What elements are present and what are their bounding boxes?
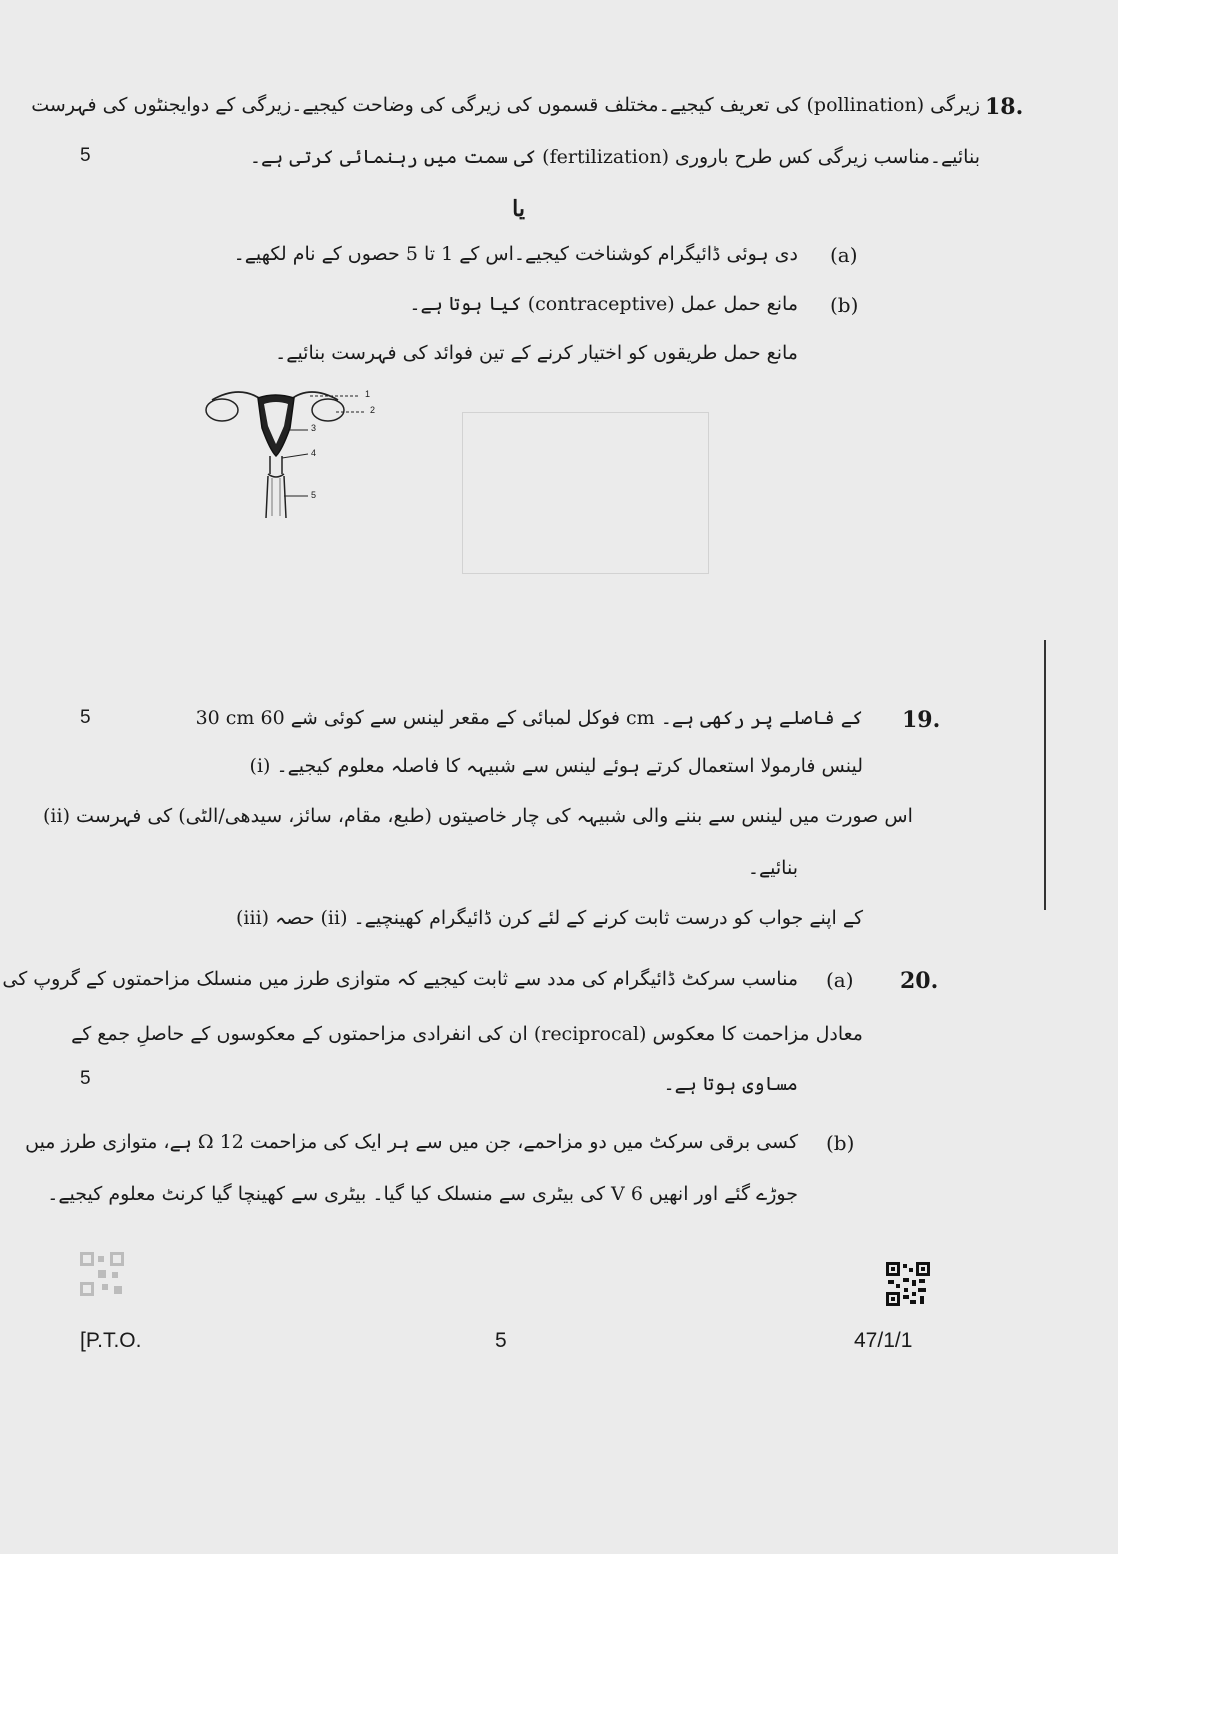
option-label: (b) bbox=[830, 293, 859, 317]
faint-qr-code-icon bbox=[80, 1252, 124, 1296]
marks: 5 bbox=[80, 145, 91, 166]
question-text: زیرگی (pollination) کی تعریف کیجیے۔مختلف قسموں کی زیرگی کی وضاحت کیجیے۔زیرگی کے دوایجنٹوں کی فہرست bbox=[31, 94, 980, 116]
question-number: 20. bbox=[900, 968, 939, 994]
option-text: مانع حمل طریقوں کو اختیار کرنے کے تین فوائد کی فہرست بنائیے۔ bbox=[275, 342, 798, 364]
option-label: (a) bbox=[830, 243, 858, 267]
question-text: بنائیے۔مناسب زیرگی کس طرح باروری (fertilization) کی سمت میں رہنمائی کرتی ہے۔ bbox=[249, 146, 980, 168]
sub-question: (i) لینس فارمولا استعمال کرتے ہوئے لینس سے شبیہہ کا فاصلہ معلوم کیجیے۔ bbox=[249, 755, 863, 777]
option-text: مساوی ہوتا ہے۔ bbox=[663, 1073, 798, 1095]
question-text: 30 cm فوکل لمبائی کے مقعر لینس سے کوئی شے 60 cm کے فاصلے پر رکھی ہے۔ bbox=[195, 707, 863, 729]
diagram-label: 3 bbox=[311, 423, 317, 433]
option-text: مناسب سرکٹ ڈائیگرام کی مدد سے ثابت کیجیے کہ متوازی طرز میں منسلک مزاحمتوں کے گروپ کی bbox=[2, 968, 798, 990]
marks: 5 bbox=[80, 707, 91, 728]
pto-label: [P.T.O. bbox=[80, 1329, 142, 1352]
uterus-diagram bbox=[200, 378, 400, 528]
option-text: معادل مزاحمت کا معکوس (reciprocal) ان کی انفرادی مزاحمتوں کے معکوسوں کے حاصلِ جمع کے bbox=[71, 1023, 863, 1045]
marks: 5 bbox=[80, 1068, 91, 1089]
diagram-label: 5 bbox=[311, 490, 317, 500]
sub-question: (iii) حصہ (ii) کے اپنے جواب کو درست ثابت کرنے کے لئے کرن ڈائیگرام کھینچیے۔ bbox=[236, 907, 863, 929]
diagram-label: 2 bbox=[370, 405, 376, 415]
question-number: 18. bbox=[985, 94, 1024, 120]
margin-line bbox=[1044, 640, 1046, 910]
option-label: (a) bbox=[826, 968, 854, 992]
qr-code-icon bbox=[886, 1262, 930, 1306]
or-separator: یا bbox=[512, 196, 525, 222]
diagram-label: 4 bbox=[311, 448, 317, 458]
question-number: 19. bbox=[902, 707, 941, 733]
bleed-through-box bbox=[462, 412, 709, 574]
sub-question: بنائیے۔ bbox=[747, 857, 798, 879]
option-text: کسی برقی سرکٹ میں دو مزاحمے، جن میں سے ہر ایک کی مزاحمت 12 Ω ہے، متوازی طرز میں bbox=[25, 1131, 798, 1153]
sub-question: (ii) اس صورت میں لینس سے بننے والی شبیہہ کی چار خاصیتوں (طبع، مقام، سائز، سیدھی/الٹی) کی فہرست bbox=[43, 805, 913, 827]
option-text: مانع حمل عمل (contraceptive) کیا ہوتا ہے۔ bbox=[409, 293, 798, 315]
paper-code: 47/1/1 bbox=[854, 1329, 913, 1352]
option-text: جوڑے گئے اور انھیں 6 V کی بیٹری سے منسلک کیا گیا۔ بیٹری سے کھینچا گیا کرنٹ معلوم کیجیے۔ bbox=[47, 1183, 798, 1205]
diagram-label: 1 bbox=[365, 389, 371, 399]
option-label: (b) bbox=[826, 1131, 855, 1155]
page-number: 5 bbox=[495, 1329, 507, 1352]
option-text: دی ہوئی ڈائیگرام کوشناخت کیجیے۔اس کے 1 تا 5 حصوں کے نام لکھیے۔ bbox=[233, 243, 798, 265]
